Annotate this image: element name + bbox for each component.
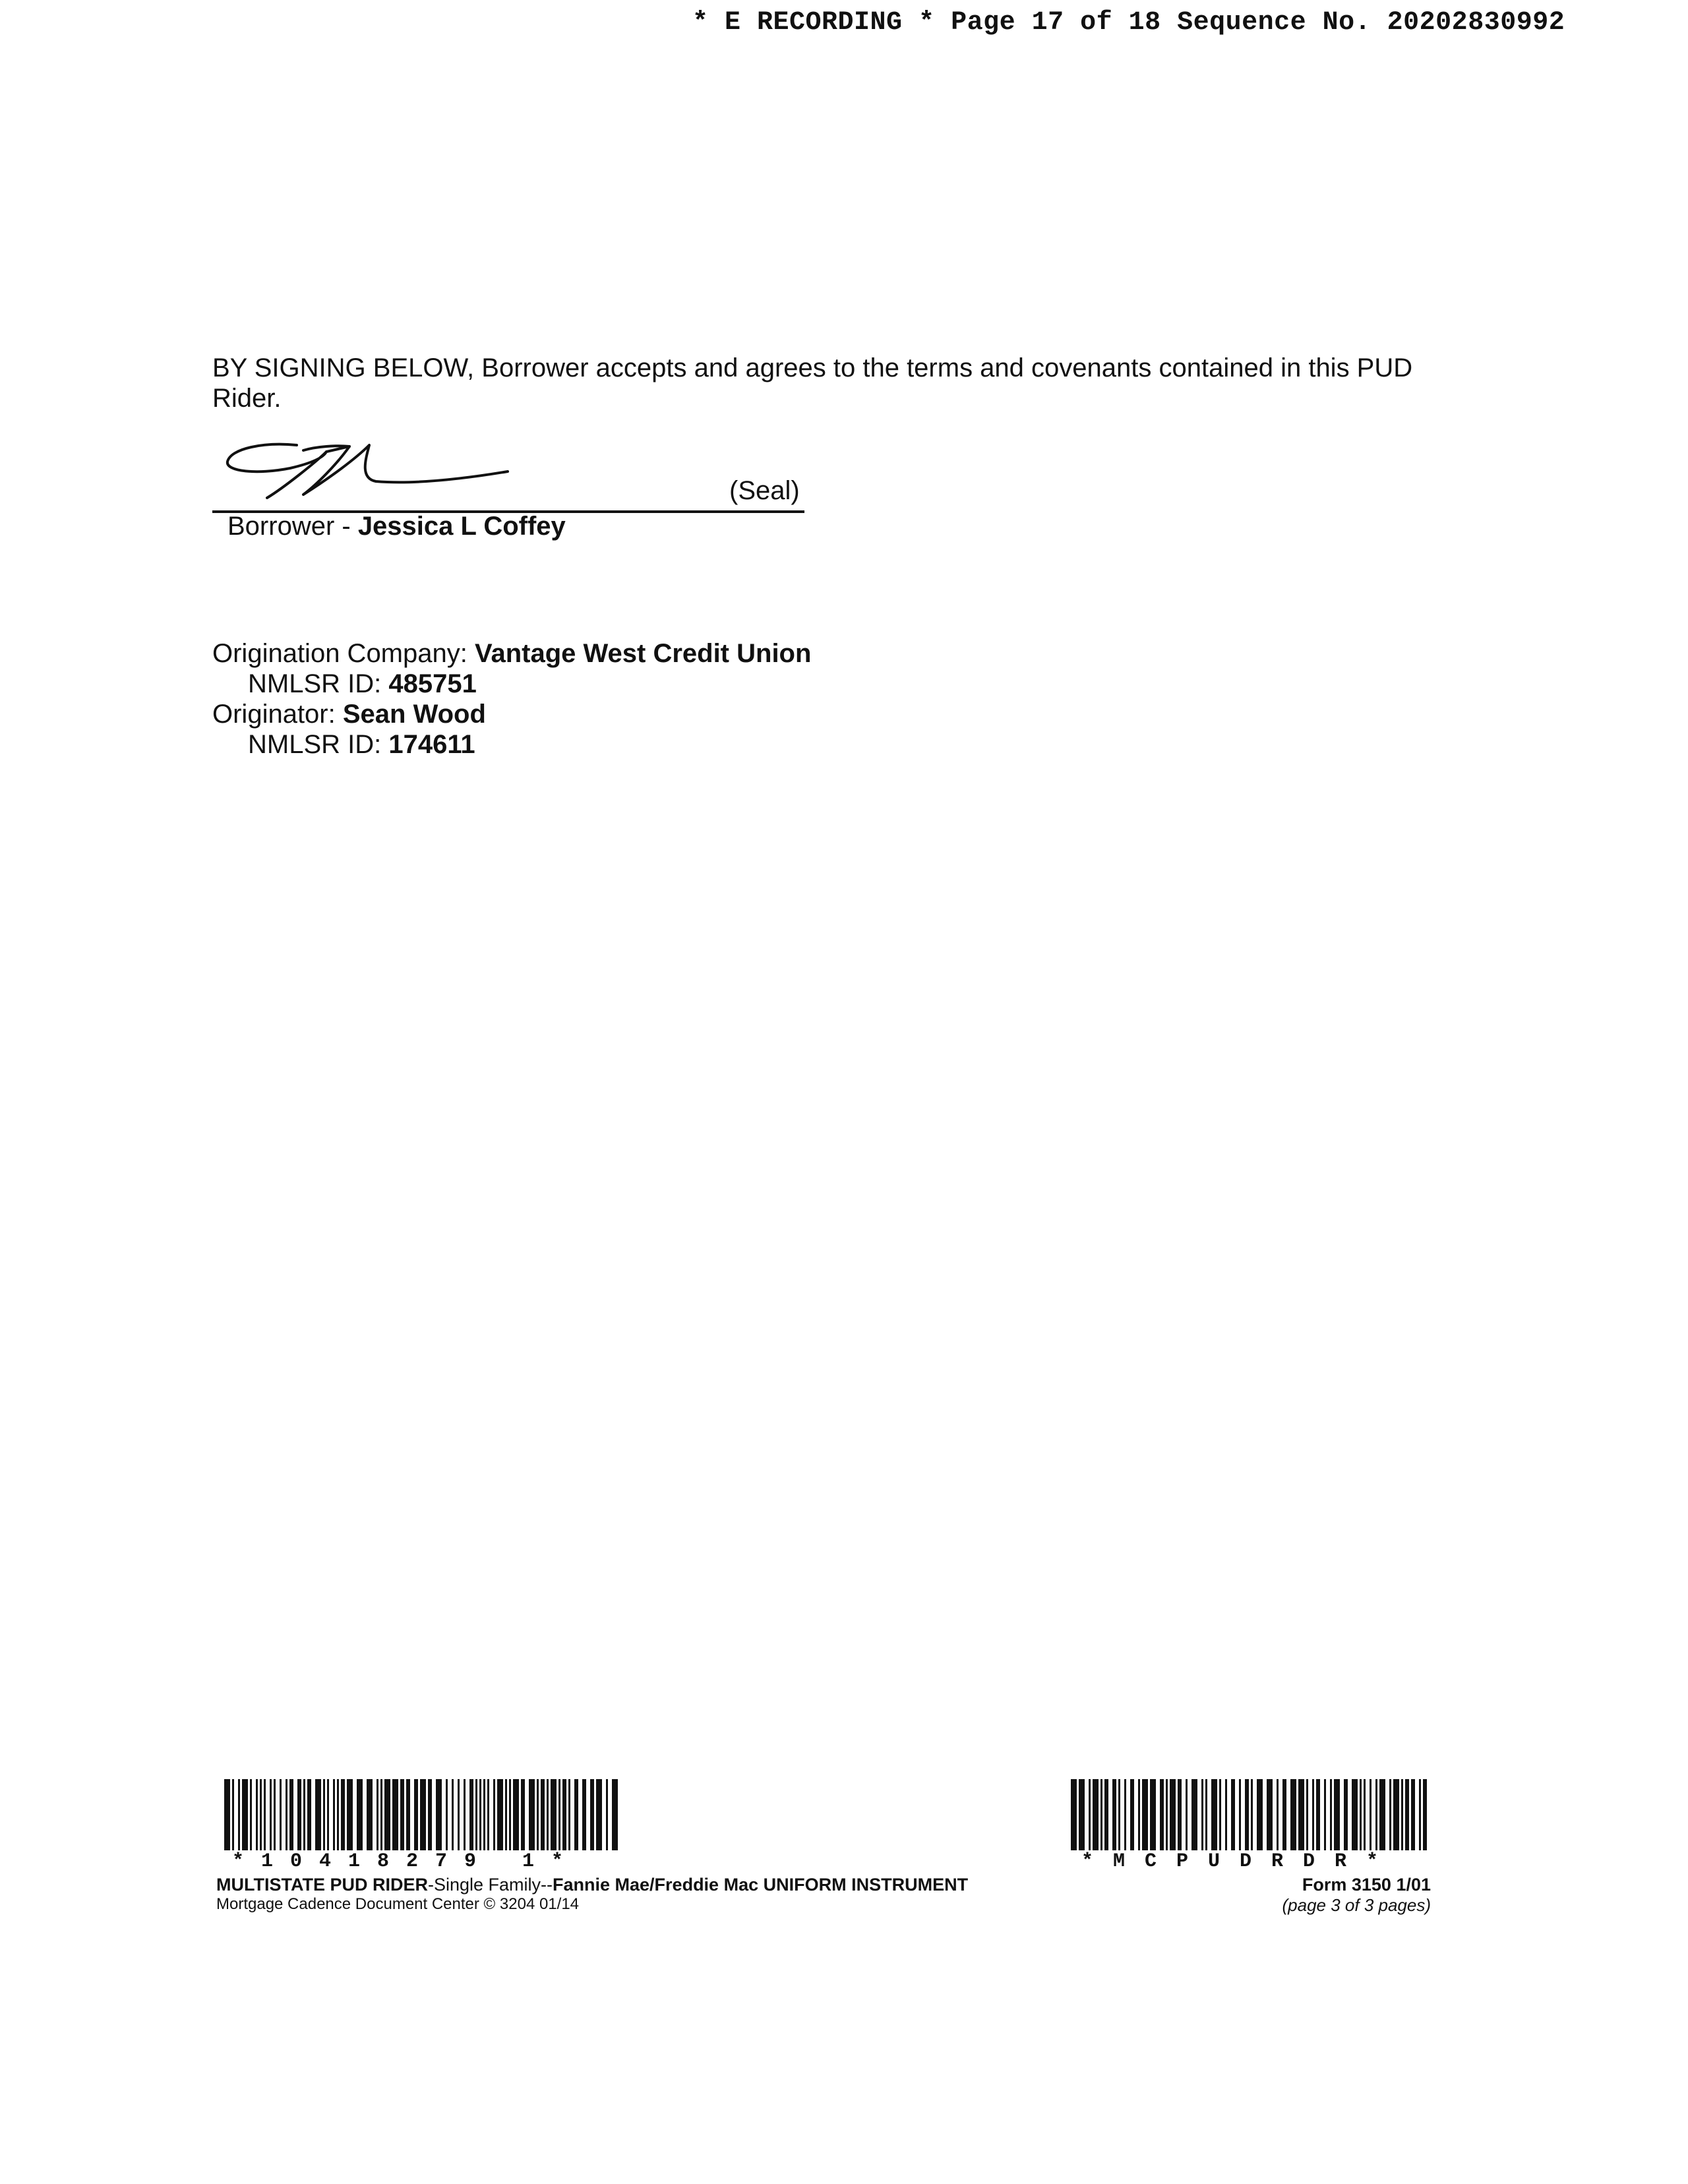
barcode-bar — [1312, 1779, 1314, 1850]
barcode-bar — [1142, 1779, 1148, 1850]
barcode-bar — [224, 1779, 230, 1850]
originator-nmlsr-id: 174611 — [388, 730, 475, 759]
barcode-bar — [483, 1779, 485, 1850]
barcode-bar — [357, 1779, 363, 1850]
barcode-bar — [286, 1779, 287, 1850]
barcode-bar — [1150, 1779, 1156, 1850]
barcode-bar — [307, 1779, 311, 1850]
barcode-bar — [400, 1779, 404, 1850]
barcode-bar — [1160, 1779, 1164, 1850]
barcode-bar — [1411, 1779, 1415, 1850]
barcode-bar — [529, 1779, 535, 1850]
originator-label: Originator: — [212, 700, 343, 729]
borrower-signature — [218, 432, 534, 504]
barcode-bar — [509, 1779, 511, 1850]
left-barcode-text: *10418279 1* — [232, 1850, 581, 1873]
barcode-bar — [1178, 1779, 1182, 1850]
barcode-bar — [537, 1779, 539, 1850]
barcode-bar — [464, 1779, 466, 1850]
barcode-bar — [250, 1779, 252, 1850]
barcode-bar — [1290, 1779, 1296, 1850]
barcode-bar — [384, 1779, 390, 1850]
barcode-bar — [1124, 1779, 1126, 1850]
barcode-bar — [1201, 1779, 1203, 1850]
barcode-bar — [562, 1779, 566, 1850]
barcode-bar — [406, 1779, 410, 1850]
barcode-bar — [568, 1779, 570, 1850]
barcode-bar — [1191, 1779, 1197, 1850]
barcode-bar — [452, 1779, 454, 1850]
barcode-bar — [1282, 1779, 1286, 1850]
barcode-bar — [297, 1779, 301, 1850]
barcode-bar — [289, 1779, 293, 1850]
barcode-bar — [1231, 1779, 1235, 1850]
barcode-bar — [596, 1779, 602, 1850]
form-number: Form 3150 1/01 — [1302, 1875, 1431, 1895]
barcode-bar — [493, 1779, 495, 1850]
barcode-bar — [1360, 1779, 1362, 1850]
barcode-bar — [1079, 1779, 1085, 1850]
barcode-bar — [1251, 1779, 1253, 1850]
seal-label: (Seal) — [729, 476, 800, 505]
page-info: (page 3 of 3 pages) — [1282, 1895, 1431, 1915]
barcode-bar — [1225, 1779, 1227, 1850]
barcode-bar — [1298, 1779, 1304, 1850]
barcode-bar — [541, 1779, 545, 1850]
barcode-bar — [513, 1779, 519, 1850]
barcode-bar — [380, 1779, 382, 1850]
barcode-bar — [606, 1779, 608, 1850]
barcode-bar — [1267, 1779, 1273, 1850]
barcode-bar — [260, 1779, 262, 1850]
barcode-bar — [1118, 1779, 1120, 1850]
barcode-bar — [1104, 1779, 1108, 1850]
barcode-bar — [270, 1779, 272, 1850]
company-nmlsr-label: NMLSR ID: — [248, 669, 389, 698]
recording-header: * E RECORDING * Page 17 of 18 Sequence No. 20202830992 — [692, 8, 1565, 38]
barcode-bar — [1306, 1779, 1308, 1850]
barcode-bar — [1324, 1779, 1326, 1850]
barcode-bar — [1379, 1779, 1385, 1850]
barcode-bar — [256, 1779, 258, 1850]
barcode-bar — [274, 1779, 276, 1850]
footer-title — [216, 1875, 968, 1895]
barcode-bar — [436, 1779, 442, 1850]
company-nmlsr — [248, 669, 477, 699]
origination-company-name: Vantage West Credit Union — [474, 639, 812, 668]
signing-statement: BY SIGNING BELOW, Borrower accepts and agrees to the terms and covenants contained in this PUD Rider. — [212, 353, 1413, 413]
barcode-bar — [612, 1779, 618, 1850]
barcode-bar — [315, 1779, 321, 1850]
barcode-bar — [558, 1779, 560, 1850]
barcode-bar — [1364, 1779, 1366, 1850]
barcode-bar — [1166, 1779, 1168, 1850]
barcode-bar — [1316, 1779, 1320, 1850]
barcode-bar — [280, 1779, 282, 1850]
barcode-bar — [458, 1779, 460, 1850]
barcode-bar — [1205, 1779, 1207, 1850]
barcode-bar — [1389, 1779, 1391, 1850]
barcode-bar — [1112, 1779, 1116, 1850]
barcode-bar — [337, 1779, 339, 1850]
footer-title-part1: MULTISTATE PUD RIDER — [216, 1875, 428, 1895]
barcode-bar — [1401, 1779, 1403, 1850]
originator — [212, 699, 486, 729]
barcode-bar — [479, 1779, 481, 1850]
barcode-bar — [1089, 1779, 1091, 1850]
barcode-bar — [1375, 1779, 1377, 1850]
barcode-bar — [1211, 1779, 1217, 1850]
barcode-bar — [414, 1779, 418, 1850]
company-nmlsr-id: 485751 — [388, 669, 477, 698]
barcode-bar — [341, 1779, 345, 1850]
barcode-bar — [446, 1779, 448, 1850]
barcode-bar — [420, 1779, 426, 1850]
barcode-bar — [1393, 1779, 1399, 1850]
barcode-bar — [505, 1779, 507, 1850]
footer-subtitle: Mortgage Cadence Document Center © 3204 01/14 — [216, 1895, 580, 1913]
barcode-bar — [1344, 1779, 1348, 1850]
barcode-bar — [1130, 1779, 1134, 1850]
barcode-bar — [1071, 1779, 1077, 1850]
barcode-bar — [1245, 1779, 1249, 1850]
borrower-prefix: Borrower - — [227, 512, 358, 541]
origination-company-label: Origination Company: — [212, 639, 475, 668]
barcode-bar — [582, 1779, 586, 1850]
barcode-bar — [551, 1779, 557, 1850]
barcode-bar — [1334, 1779, 1340, 1850]
barcode-bar — [487, 1779, 489, 1850]
barcode-bar — [1100, 1779, 1102, 1850]
barcode-bar — [327, 1779, 329, 1850]
barcode-bar — [1330, 1779, 1332, 1850]
barcode-bar — [1093, 1779, 1099, 1850]
barcode-bar — [1352, 1779, 1358, 1850]
barcode-bar — [303, 1779, 305, 1850]
barcode-bar — [333, 1779, 335, 1850]
barcode-bar — [547, 1779, 549, 1850]
footer-title-part2: -Single Family-- — [427, 1875, 553, 1895]
footer-title-part3: Fannie Mae/Freddie Mac UNIFORM INSTRUMENT — [553, 1875, 969, 1895]
right-barcode-text: *MCPUDRDR* — [1081, 1850, 1399, 1873]
barcode-bar — [323, 1779, 325, 1850]
barcode-bar — [264, 1779, 266, 1850]
barcode-bar — [521, 1779, 525, 1850]
barcode-bar — [347, 1779, 353, 1850]
barcode-bar — [475, 1779, 477, 1850]
barcode-bar — [1277, 1779, 1279, 1850]
barcode-bar — [1138, 1779, 1140, 1850]
barcode-bar — [590, 1779, 594, 1850]
originator-nmlsr — [248, 729, 475, 760]
barcode-bar — [232, 1779, 234, 1850]
origination-company — [212, 638, 811, 669]
barcode-bar — [428, 1779, 432, 1850]
barcode-bar — [238, 1779, 240, 1850]
originator-name: Sean Wood — [342, 700, 486, 729]
barcode-bar — [1186, 1779, 1188, 1850]
barcode-bar — [1170, 1779, 1176, 1850]
barcode-bar — [1257, 1779, 1263, 1850]
barcode-bar — [497, 1779, 503, 1850]
barcode-bar — [1423, 1779, 1427, 1850]
barcode-bar — [1219, 1779, 1221, 1850]
barcode-bar — [377, 1779, 378, 1850]
barcode-bar — [367, 1779, 373, 1850]
borrower-label — [227, 510, 566, 542]
barcode-bar — [392, 1779, 398, 1850]
barcode-bar — [242, 1779, 248, 1850]
barcode-bar — [469, 1779, 473, 1850]
barcode-bar — [1370, 1779, 1372, 1850]
originator-nmlsr-label: NMLSR ID: — [248, 730, 389, 759]
barcode-bar — [574, 1779, 578, 1850]
barcode-bar — [1405, 1779, 1409, 1850]
barcode-bar — [1419, 1779, 1421, 1850]
borrower-name: Jessica L Coffey — [357, 512, 566, 541]
barcode-bar — [1239, 1779, 1241, 1850]
